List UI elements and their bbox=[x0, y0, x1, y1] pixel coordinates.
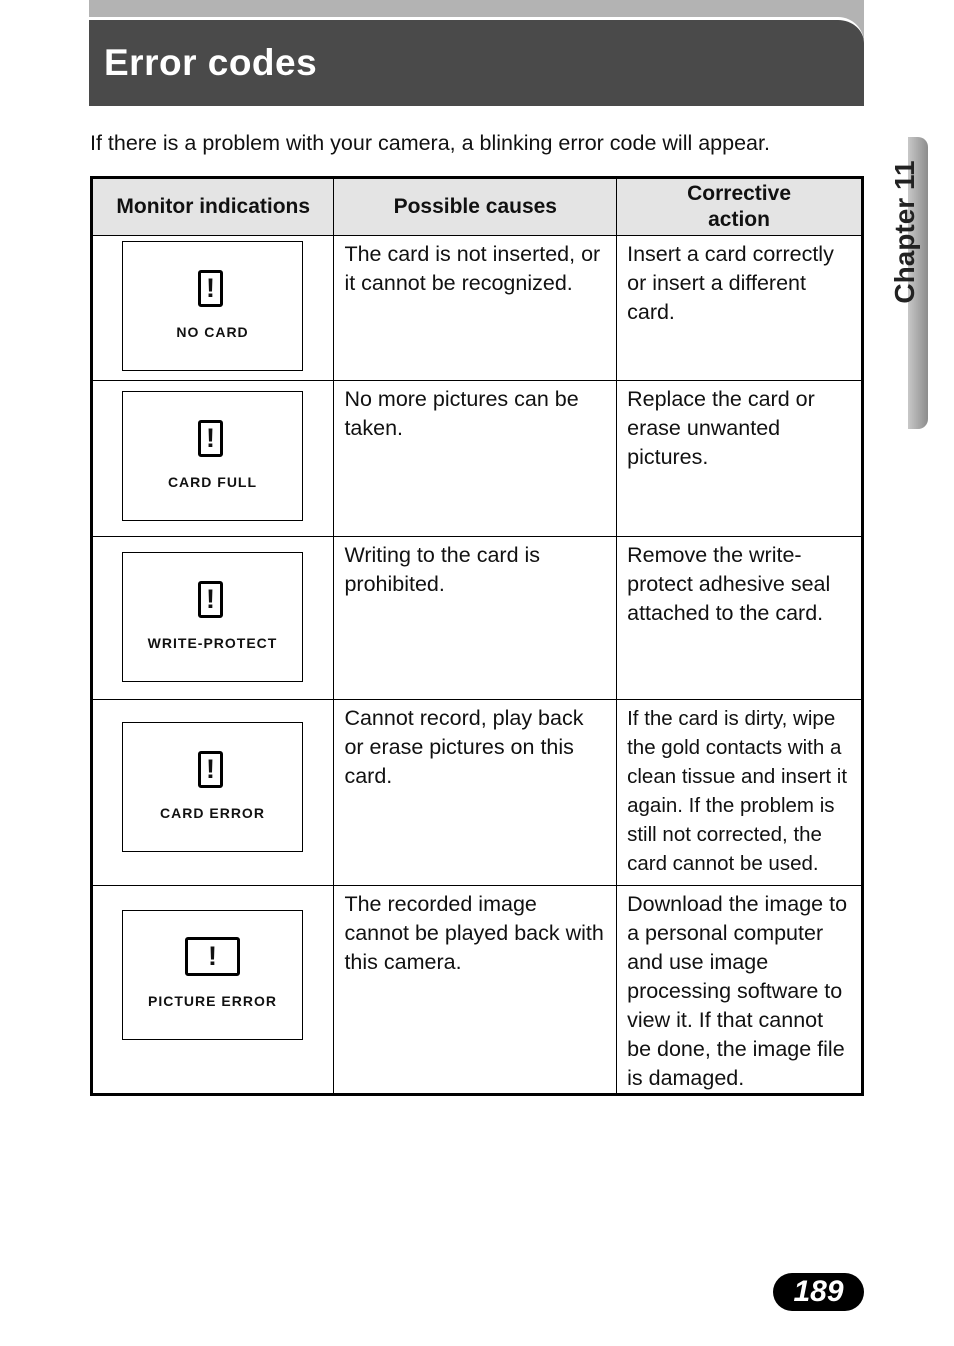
title-bar bbox=[89, 0, 864, 106]
monitor-label: CARD ERROR bbox=[160, 805, 265, 821]
warning-icon: ! bbox=[198, 420, 223, 457]
cause-cell: The card is not inserted, or it cannot be recognized. bbox=[334, 236, 617, 381]
table-row bbox=[92, 236, 863, 381]
action-cell: Insert a card correctly or insert a different card. bbox=[617, 236, 863, 381]
warning-icon: ! bbox=[198, 270, 223, 307]
monitor-screen bbox=[122, 722, 303, 852]
monitor-label: NO CARD bbox=[176, 324, 249, 340]
monitor-label: CARD FULL bbox=[167, 474, 258, 490]
monitor-label: PICTURE ERROR bbox=[148, 993, 277, 1009]
cause-cell: Cannot record, play back or erase pictures on this card. bbox=[334, 700, 617, 886]
action-cell: If the card is dirty, wipe the gold contacts with a clean tissue and insert it again. If the problem is still not corrected, the card cannot be used. bbox=[617, 700, 863, 886]
monitor-cell bbox=[92, 537, 334, 700]
monitor-screen bbox=[122, 391, 303, 521]
action-cell: Replace the card or erase unwanted pictures. bbox=[617, 381, 863, 537]
table-row bbox=[92, 700, 863, 886]
table-row bbox=[92, 886, 863, 1095]
table-row bbox=[92, 381, 863, 537]
column-header-causes: Possible causes bbox=[334, 178, 617, 236]
monitor-screen bbox=[122, 241, 303, 371]
warning-icon: ! bbox=[198, 581, 223, 618]
page-title: Error codes bbox=[104, 42, 318, 83]
action-cell: Remove the write-protect adhesive seal attached to the card. bbox=[617, 537, 863, 700]
column-header-monitor: Monitor indications bbox=[92, 178, 334, 236]
cause-cell: No more pictures can be taken. bbox=[334, 381, 617, 537]
table-header-row bbox=[92, 178, 863, 236]
title-banner bbox=[89, 17, 864, 106]
warning-icon: ! bbox=[198, 751, 223, 788]
monitor-label: WRITE-PROTECT bbox=[147, 635, 278, 651]
monitor-screen bbox=[122, 552, 303, 682]
monitor-screen bbox=[122, 910, 303, 1040]
monitor-cell bbox=[92, 886, 334, 1095]
intro-text: If there is a problem with your camera, a blinking error code will appear. bbox=[90, 131, 770, 155]
monitor-cell bbox=[92, 381, 334, 537]
column-header-action: Corrective action bbox=[617, 178, 863, 236]
cause-cell: Writing to the card is prohibited. bbox=[334, 537, 617, 700]
page-number-badge: 189 bbox=[773, 1273, 864, 1311]
monitor-cell bbox=[92, 236, 334, 381]
error-codes-table bbox=[90, 176, 864, 1096]
warning-icon: ! bbox=[185, 937, 240, 976]
table-row bbox=[92, 537, 863, 700]
chapter-label: Chapter 11 bbox=[889, 160, 920, 304]
monitor-cell bbox=[92, 700, 334, 886]
action-cell: Download the image to a personal computer and use image processing software to view it. If that cannot be done, the image file is damaged. bbox=[617, 886, 863, 1095]
cause-cell: The recorded image cannot be played back with this camera. bbox=[334, 886, 617, 1095]
